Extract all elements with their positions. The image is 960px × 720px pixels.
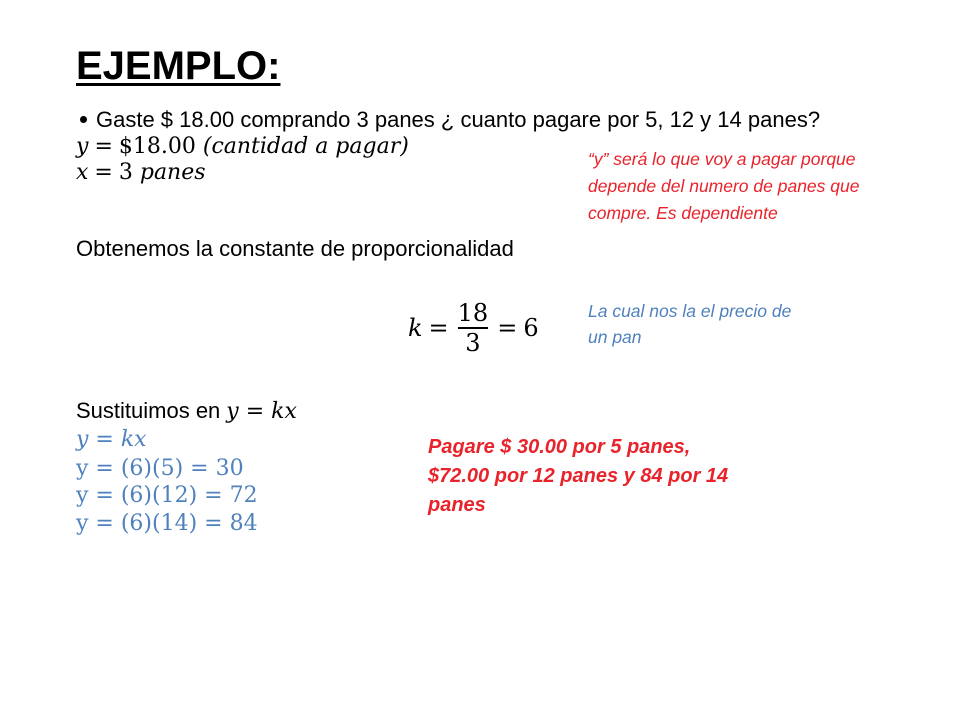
math-x-definition	[76, 160, 206, 186]
step-line: y = (6)(12) = 72	[76, 483, 258, 508]
substitute-equation: y = kx	[226, 399, 297, 424]
fraction-denominator: 3	[465, 328, 481, 357]
note-dependent-line: depende del numero de panes que	[588, 176, 860, 196]
proportionality-formula	[408, 299, 539, 357]
formula-equals: =	[497, 313, 518, 342]
note-dependent-line: compre. Es dependiente	[588, 203, 778, 223]
fraction-numerator: 18	[457, 299, 489, 327]
math-x-description: panes	[139, 160, 206, 185]
note-dependent-line: “y” será lo que voy a pagar porque	[588, 149, 856, 169]
formula-result: 6	[523, 313, 539, 342]
math-y-value: $18.00	[118, 134, 196, 159]
note-price-line: un pan	[588, 327, 642, 347]
conclusion-line: $72.00 por 12 panes y 84 por 14	[428, 465, 729, 487]
math-x-lhs: x	[76, 160, 89, 185]
conclusion	[428, 433, 728, 520]
step-line: y = kx	[76, 427, 147, 452]
conclusion-line: Pagare $ 30.00 por 5 panes,	[428, 436, 691, 458]
conclusion-line: panes	[428, 494, 486, 516]
math-x-value: 3	[118, 160, 133, 185]
formula-k: k	[408, 313, 423, 342]
math-y-lhs: y	[76, 134, 89, 159]
note-dependent-variable	[588, 146, 859, 227]
constant-heading: Obtenemos la constante de proporcionalidad	[76, 236, 514, 261]
math-y-definition	[76, 134, 409, 160]
bullet-icon	[80, 116, 87, 123]
step-line: y = (6)(14) = 84	[76, 511, 258, 536]
problem-statement: Gaste $ 18.00 comprando 3 panes ¿ cuanto pagare por 5, 12 y 14 panes?	[96, 107, 821, 132]
note-price-line: La cual nos la el precio de	[588, 301, 792, 321]
formula-equals: =	[428, 313, 449, 342]
formula-fraction	[455, 299, 492, 357]
math-y-equals: =	[94, 134, 113, 159]
math-y-description: (cantidad a pagar)	[202, 134, 409, 159]
note-price	[588, 298, 791, 350]
math-x-equals: =	[94, 160, 113, 185]
slide-title: EJEMPLO:	[76, 44, 281, 88]
substitute-line	[76, 398, 297, 425]
step-line: y = (6)(5) = 30	[76, 456, 244, 481]
substitute-label: Sustituimos en	[76, 398, 221, 423]
